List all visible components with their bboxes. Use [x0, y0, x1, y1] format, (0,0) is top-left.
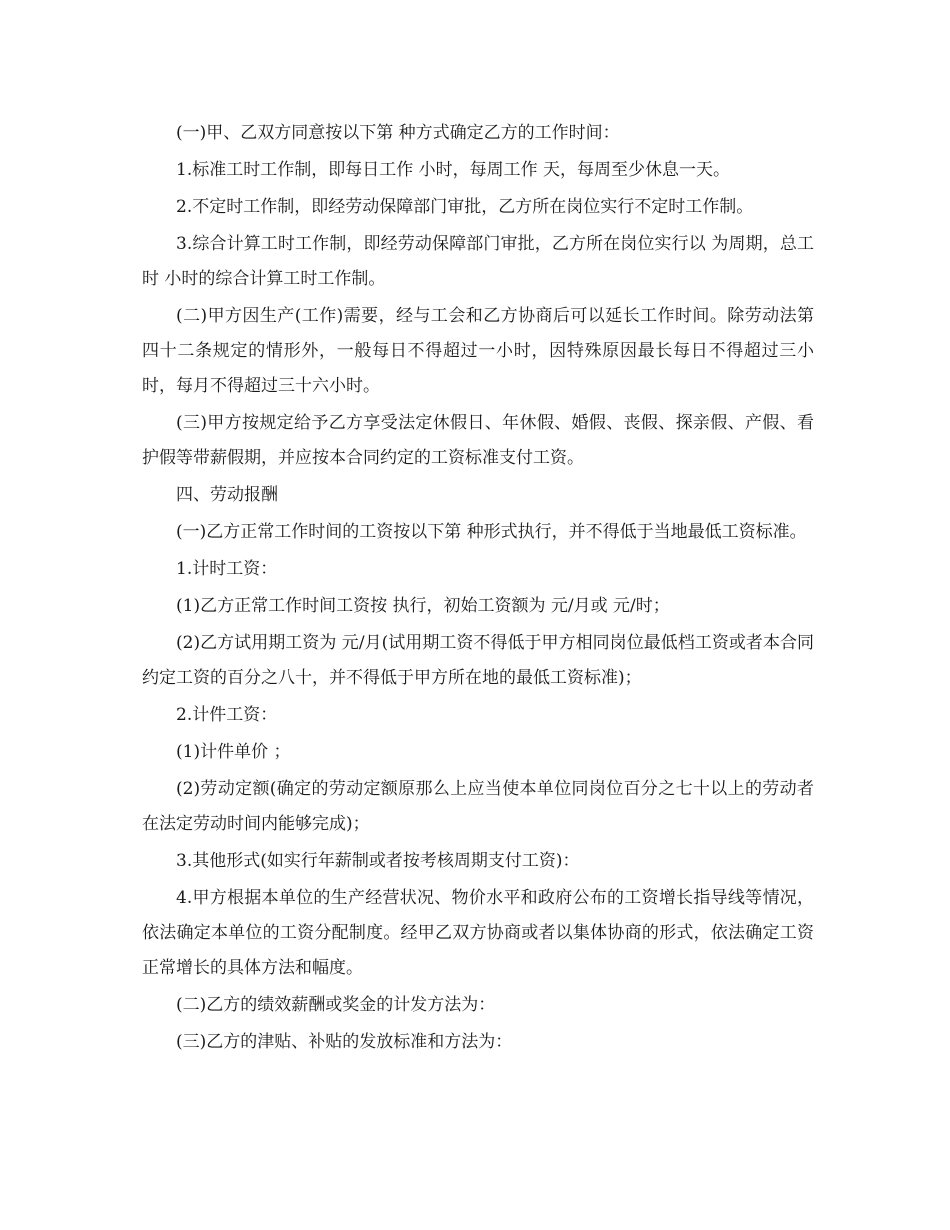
section-heading-remuneration: 四、劳动报酬	[176, 485, 278, 505]
paragraph-wage-system: 4.甲方根据本单位的生产经营状况、物价水平和政府公布的工资增长指导线等情况，依法确定本单位的工资分配制度。经甲乙双方协商或者以集体协商的形式，依法确定工资正常增长的具体方法和幅度。	[142, 888, 814, 978]
paragraph-performance-pay: (二)乙方的绩效薪酬或奖金的计发方法为：	[176, 995, 496, 1015]
paragraph-piece-wage: 2.计件工资：	[176, 705, 278, 725]
paragraph-labor-quota: (2)劳动定额(确定的劳动定额原那么上应当使本单位同岗位百分之七十以上的劳动者在法定劳动时间内能够完成)；	[142, 779, 814, 834]
paragraph-comprehensive-hours: 3.综合计算工时工作制，即经劳动保障部门审批，乙方所在岗位实行以 为周期，总工时 小时的综合计算工时工作制。	[142, 234, 814, 289]
paragraph-normal-wage: (1)乙方正常工作时间工资按 执行，初始工资额为 元/月或 元/时；	[176, 596, 670, 616]
paragraph-work-time-method: (一)甲、乙双方同意按以下第 种方式确定乙方的工作时间：	[176, 123, 620, 143]
paragraph-hourly-wage: 1.计时工资：	[176, 559, 278, 579]
paragraph-standard-hours: 1.标准工时工作制，即每日工作 小时，每周工作 天，每周至少休息一天。	[176, 160, 731, 180]
document-body	[142, 116, 814, 1060]
paragraph-piece-rate: (1)计件单价 ；	[176, 742, 291, 762]
paragraph-allowances: (三)乙方的津贴、补贴的发放标准和方法为：	[176, 1032, 513, 1052]
paragraph-wage-form: (一)乙方正常工作时间的工资按以下第 种形式执行，并不得低于当地最低工资标准。	[176, 522, 807, 542]
paragraph-probation-wage: (2)乙方试用期工资为 元/月(试用期工资不得低于甲方相同岗位最低档工资或者本合同约定工资的百分之八十，并不得低于甲方所在地的最低工资标准)；	[142, 633, 814, 688]
paragraph-flexible-hours: 2.不定时工作制，即经劳动保障部门审批，乙方所在岗位实行不定时工作制。	[176, 197, 754, 217]
paragraph-paid-leave: (三)甲方按规定给予乙方享受法定休假日、年休假、婚假、丧假、探亲假、产假、看护假等带薪假期，并应按本合同约定的工资标准支付工资。	[142, 413, 814, 468]
paragraph-overtime: (二)甲方因生产(工作)需要，经与工会和乙方协商后可以延长工作时间。除劳动法第四十二条规定的情形外，一般每日不得超过一小时，因特殊原因最长每日不得超过三小时，每月不得超过三十六小时。	[142, 306, 814, 396]
paragraph-other-forms: 3.其他形式(如实行年薪制或者按考核周期支付工资)：	[176, 851, 580, 871]
